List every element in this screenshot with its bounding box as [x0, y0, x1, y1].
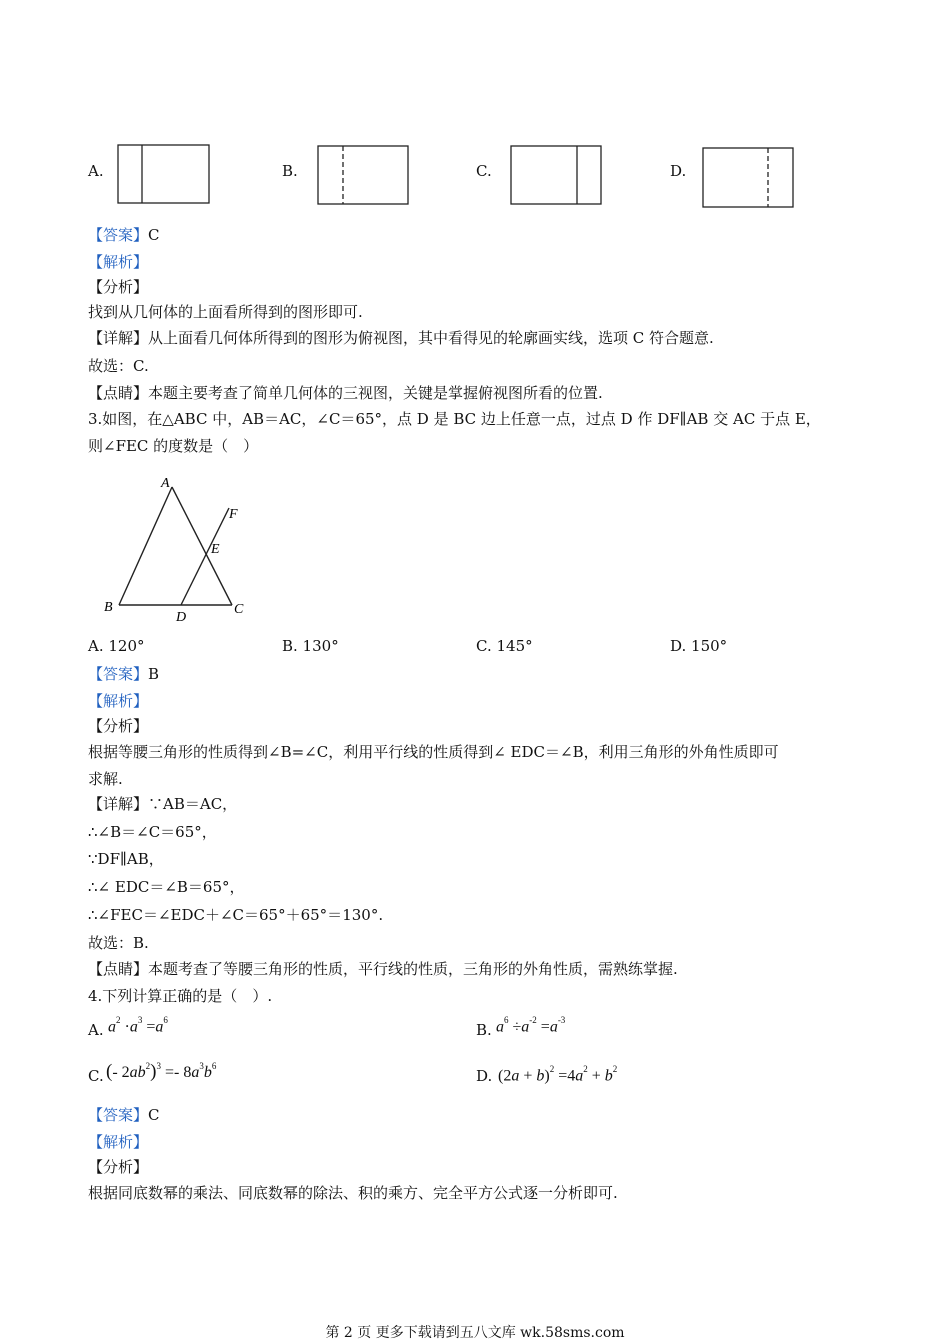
page-footer: 第 2 页 更多下载请到五八文库 wk.58sms.com [325, 1325, 625, 1341]
q4-fenxi-text: 根据同底数幂的乘法、同底数幂的除法、积的乘方、完全平方公式逐一分析即可. [88, 1184, 618, 1202]
q4-option-a-label: A. [88, 1021, 104, 1039]
q3-option-b: B. 130° [282, 637, 339, 655]
q4-option-c-formula: (- $2ab^2)^3 =- 8a^3b^6$ [106, 1060, 217, 1082]
q4-option-b-label: B. [476, 1021, 492, 1039]
label-c: C [234, 602, 244, 617]
q2-comment-line [88, 383, 603, 403]
detail-tag: 【详解】 [88, 795, 149, 813]
q2-option-d-figure [701, 146, 797, 210]
q3-option-c: C. 145° [476, 637, 533, 655]
q3-answer-line [88, 664, 159, 684]
detail-text: 从上面看几何体所得到的图形为俯视图，其中看得见的轮廓画实线，选项 C 符合题意. [148, 329, 714, 347]
q3-detail-line [88, 794, 237, 814]
q2-option-b-label: B. [282, 162, 298, 180]
q2-jiexi-tag: 【解析】 [88, 253, 149, 271]
q4-option-c-label: C. [88, 1067, 104, 1085]
q3-detail-step-3: ∵DF∥AB， [88, 850, 164, 868]
segment-ac [172, 487, 232, 605]
comment-text: 本题主要考查了简单几何体的三视图，关键是掌握俯视图所看的位置. [148, 384, 603, 402]
segment-df [181, 508, 229, 605]
label-f: F [229, 507, 238, 522]
q2-option-b-figure [316, 144, 412, 207]
q3-triangle-figure [96, 470, 256, 630]
q2-fenxi-tag: 【分析】 [88, 278, 149, 296]
q4-fenxi-tag: 【分析】 [88, 1158, 149, 1176]
q4-option-d-label: D. [476, 1067, 493, 1085]
q4-answer-line [88, 1105, 160, 1125]
answer-value: C [148, 226, 160, 244]
answer-value: B [148, 665, 160, 683]
q3-fenxi-line2: 求解. [88, 770, 123, 788]
q3-comment-line [88, 959, 678, 979]
q3-option-d: D. 150° [670, 637, 728, 655]
answer-tag: 【答案】 [88, 665, 149, 683]
q3-detail-step-5: ∴∠FEC＝∠EDC＋∠C＝65°＋65°＝130°. [88, 906, 384, 924]
q3-stem-line2: 则∠FEC 的度数是（ ） [88, 437, 259, 455]
q4-stem: 4.下列计算正确的是（ ）. [88, 987, 273, 1005]
segment-ab [119, 487, 172, 605]
q2-fenxi-text: 找到从几何体的上面看所得到的图形即可. [88, 303, 363, 321]
q3-option-a: A. 120° [88, 637, 145, 655]
q2-answer-line [88, 225, 160, 245]
q2-option-a-figure [116, 143, 212, 206]
answer-tag: 【答案】 [88, 226, 149, 244]
q4-option-b-formula: $a^6 \div a^{-2} =a^{-3}$ [496, 1015, 566, 1036]
label-a: A [161, 476, 170, 491]
comment-tag: 【点睛】 [88, 960, 149, 978]
q3-detail-step-4: ∴∠ EDC＝∠B＝65°， [88, 878, 245, 896]
q2-option-d-label: D. [670, 162, 687, 180]
q2-choose: 故选：C. [88, 357, 149, 375]
label-b: B [104, 600, 113, 615]
q3-fenxi-line1: 根据等腰三角形的性质得到∠B=∠C，利用平行线的性质得到∠ EDC＝∠B，利用三角形的外角性质即可 [88, 743, 779, 761]
comment-tag: 【点睛】 [88, 384, 149, 402]
q3-detail-step-2: ∴∠B＝∠C＝65°， [88, 823, 217, 841]
q2-option-c-label: C. [476, 162, 492, 180]
detail-step-1: ∵AB＝AC， [148, 795, 238, 813]
label-e: E [211, 542, 220, 557]
detail-tag: 【详解】 [88, 329, 149, 347]
q2-option-a-label: A. [88, 162, 104, 180]
q3-fenxi-tag: 【分析】 [88, 717, 149, 735]
answer-value: C [148, 1106, 160, 1124]
q4-option-a-formula: $a^2 \cdot a^3 =a^6$ [108, 1015, 168, 1036]
q3-choose: 故选：B. [88, 934, 149, 952]
q4-option-d-formula: $(2a + b)^2 =4a^2 + b^2$ [498, 1064, 618, 1085]
q2-option-c-figure [509, 144, 605, 207]
comment-text: 本题考查了等腰三角形的性质，平行线的性质，三角形的外角性质，需熟练掌握. [148, 960, 678, 978]
q3-jiexi-tag: 【解析】 [88, 692, 149, 710]
answer-tag: 【答案】 [88, 1106, 149, 1124]
label-d: D [176, 610, 187, 625]
q2-detail-line [88, 328, 714, 348]
q3-stem-line1: 3.如图，在△ABC 中，AB＝AC，∠C＝65°，点 D 是 BC 边上任意一点，过点 D 作 DF∥AB 交 AC 于点 E， [88, 410, 821, 428]
q4-jiexi-tag: 【解析】 [88, 1133, 149, 1151]
